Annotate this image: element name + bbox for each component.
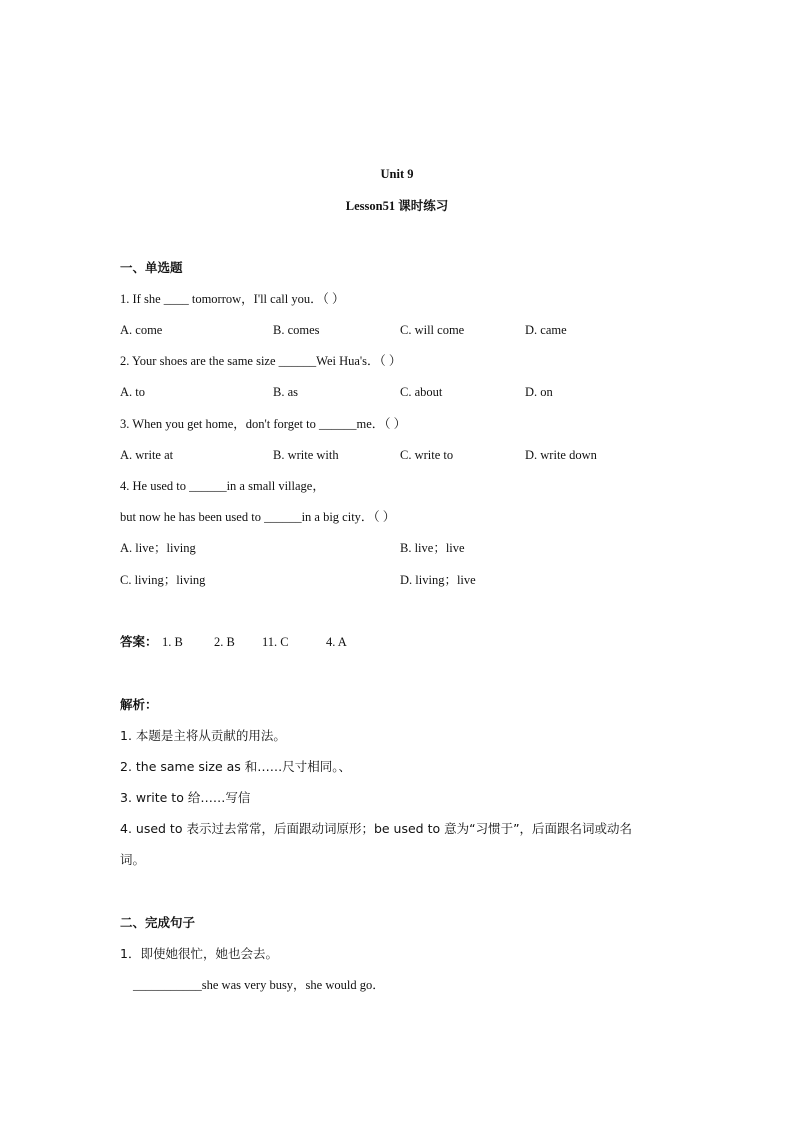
q4-option-b: B. live；live [400,541,465,555]
analysis-line-3: 3. write to 给……写信 [120,790,251,805]
answer-label: 答案： [120,634,158,649]
analysis-line-1: 1. 本题是主将从贡献的用法。 [120,728,286,743]
section1-heading: 一、单选题 [120,260,183,275]
q4-option-d: D. living；live [400,573,476,587]
answer-item: 11. C [262,635,289,649]
analysis-line-5: 词。 [120,852,146,867]
q1-option-a: A. come [120,323,163,337]
answer-item: 1. B [162,635,183,649]
analysis-label: 解析： [120,697,158,712]
q4-option-c: C. living；living [120,573,206,587]
q2-option-d: D. on [525,385,553,399]
q3-option-b: B. write with [273,448,339,462]
q2-option-c: C. about [400,385,443,399]
q3-option-d: D. write down [525,448,597,462]
doc-title: Unit 9 [380,167,414,181]
q4-stem-line2: but now he has been used to ______in a big city．（ ） [120,510,396,524]
q3-option-a: A. write at [120,448,174,462]
q1-option-d: D. came [525,323,567,337]
q3-stem: 3. When you get home，don't forget to ______me．（ ） [120,417,407,431]
answer-item: 4. A [326,635,347,649]
s2-q1-stem: 1．即使她很忙，她也会去。 [120,946,278,961]
q4-option-a: A. live；living [120,541,196,555]
doc-subtitle: Lesson51 课时练习 [345,199,449,213]
q2-stem: 2. Your shoes are the same size ______Wei Hua's．（ ） [120,354,402,368]
q2-option-b: B. as [273,385,298,399]
q1-stem: 1. If she ____ tomorrow，I'll call you．（ ） [120,292,345,306]
q1-option-c: C. will come [400,323,465,337]
q1-option-b: B. comes [273,323,320,337]
section2-heading: 二、完成句子 [120,915,196,930]
s2-q1-blank-sentence: ___________she was very busy，she would go． [133,978,385,992]
q4-stem: 4. He used to ______in a small village， [120,479,325,493]
answer-item: 2. B [214,635,235,649]
q3-option-c: C. write to [400,448,454,462]
analysis-line-2: 2. the same size as 和……尺寸相同。、 [120,759,352,774]
q2-option-a: A. to [120,385,145,399]
analysis-line-4: 4. used to 表示过去常常，后面跟动词原形；be used to 意为“习惯于”，后面跟名词或动名 [120,821,633,836]
